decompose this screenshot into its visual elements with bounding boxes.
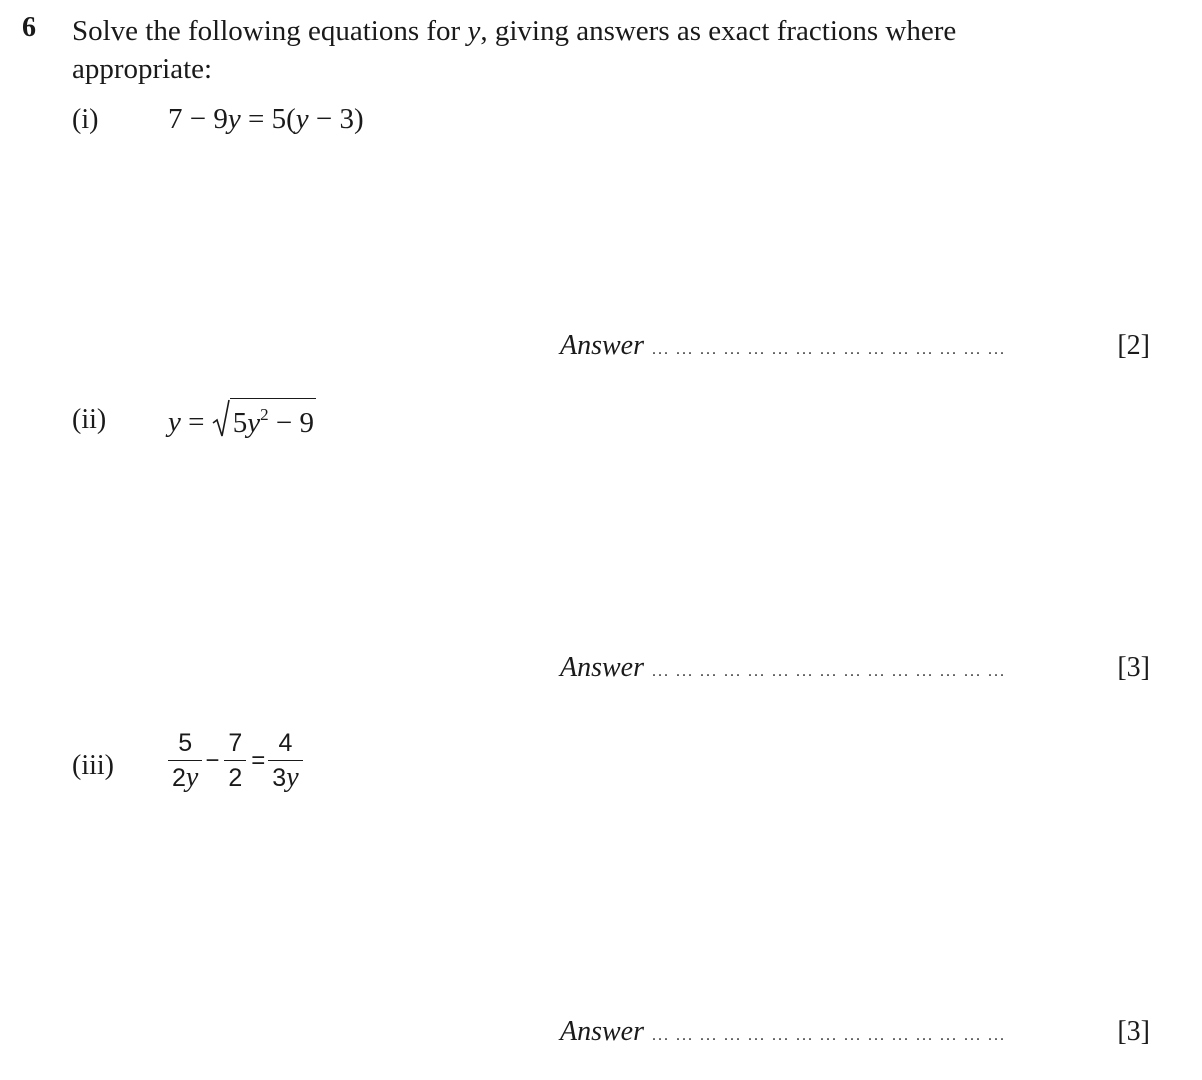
- part-i-equation: [168, 103, 364, 136]
- fraction-5-over-2y: $\frac{5}{2y}$: [168, 728, 202, 793]
- part-iii-answer-field[interactable]: ... ... ... ... ... ... ... ... ... ... ... ... ... ... ...: [652, 1027, 1006, 1044]
- part-ii-equation-render: y = $5y^2 - 9$: [168, 406, 316, 438]
- stem-variable: y: [467, 15, 481, 47]
- part-iii-answer-label: Answer: [560, 1016, 644, 1047]
- fraction-4-over-3y: $\frac{4}{3y}$: [268, 728, 302, 793]
- part-iii-equation: [166, 728, 305, 793]
- part-i-answer-field[interactable]: ... ... ... ... ... ... ... ... ... ... ... ... ... ... ...: [652, 341, 1006, 358]
- radical-sign-icon: [212, 399, 230, 439]
- part-i-label: (i): [72, 104, 99, 135]
- part-ii-equation: [168, 398, 316, 439]
- fraction-7-over-2: $\frac{7}{2}$: [222, 728, 248, 793]
- part-i-marks: [2]: [1117, 330, 1150, 361]
- part-i-equation-render: 7 − 9y = 5(y − 3): [168, 103, 364, 135]
- part-i-answer-label: Answer: [560, 330, 644, 361]
- question-stem: [72, 12, 1072, 88]
- part-ii-answer-row: [560, 652, 1150, 692]
- question-number: 6: [22, 12, 36, 43]
- part-iii-equation-render: $\frac{5}{2y}$ − $\frac{7}{2}$ = $\frac{4}{3y}$: [166, 742, 305, 774]
- stem-text-after: , giving answers as exact fractions where appropriate:: [72, 15, 957, 85]
- radicand: $5y^2 - 9$: [230, 398, 316, 439]
- part-ii-marks: [3]: [1117, 652, 1150, 683]
- part-ii-answer-field[interactable]: ... ... ... ... ... ... ... ... ... ... ... ... ... ... ...: [652, 663, 1006, 680]
- part-iii-label: (iii): [72, 750, 114, 781]
- part-i-answer-row: [560, 330, 1150, 370]
- stem-text-before: Solve the following equations for: [72, 15, 468, 47]
- square-root: [212, 398, 316, 439]
- part-ii-label: (ii): [72, 404, 107, 435]
- part-ii-answer-label: Answer: [560, 652, 644, 683]
- part-iii-answer-row: [560, 1016, 1150, 1056]
- part-iii-marks: [3]: [1117, 1016, 1150, 1047]
